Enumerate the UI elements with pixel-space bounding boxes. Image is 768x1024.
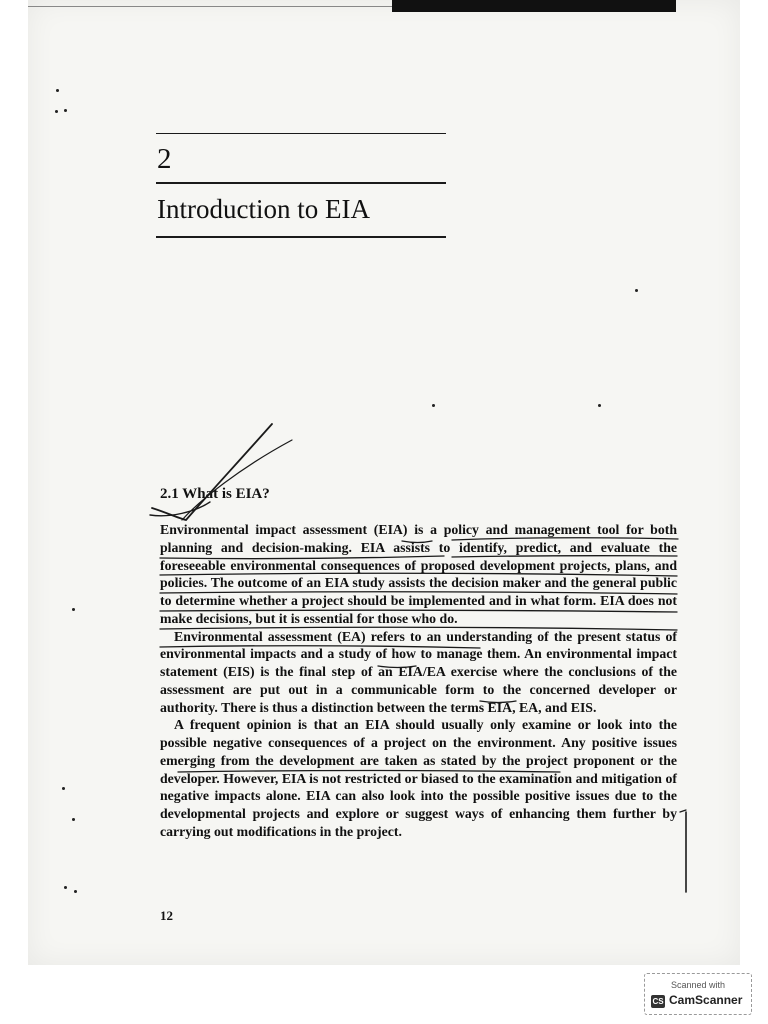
chapter-rule-top	[156, 133, 446, 134]
camscanner-logo-icon: CS	[652, 997, 664, 1006]
body-text	[160, 521, 677, 841]
scan-speck	[635, 289, 638, 292]
scan-speck	[64, 109, 67, 112]
scan-speck	[598, 404, 601, 407]
chapter-title: Introduction to EIA	[157, 194, 370, 224]
scan-speck	[72, 818, 75, 821]
paragraph-3: A frequent opinion is that an EIA should usually only examine or look into the possible negative consequences of a project on the environment. Any positive issues emerging from the development are taken as stated by the project proponent or the developer. However, EIA is not restricted or biased to the examination and mitigation of negative impacts alone. EIA can also look into the possible positive issues due to the developmental projects and explore or suggest ways of enhancing them further by carrying out modifications in the project.	[160, 717, 677, 839]
page-top-dark-strip	[392, 0, 676, 12]
chapter-number: 2	[157, 143, 172, 175]
scan-speck	[62, 787, 65, 790]
page-number: 12	[160, 908, 173, 923]
page-top-edge	[28, 6, 398, 7]
scan-speck	[56, 89, 59, 92]
chapter-rule-bottom	[156, 236, 446, 238]
scan-speck	[72, 608, 75, 611]
watermark-caption: Scanned with	[670, 980, 726, 990]
chapter-rule-middle	[156, 182, 446, 184]
camscanner-watermark	[644, 973, 752, 1015]
scan-speck	[55, 110, 58, 113]
paragraph-2: Environmental assessment (EA) refers to an understanding of the present status of environmental impacts and a study of how to manage them. An environmental impact statement (EIS) is the final step of an EIA/EA exercise where the conclusions of the assessment are put out in a communicable form to the concerned developer or authority. There is thus a distinction between the terms EIA, EA, and EIS.	[160, 628, 677, 715]
watermark-name: CamScanner	[669, 993, 743, 1007]
paragraph-1: Environmental impact assessment (EIA) is a policy and management tool for both planning and decision-making. EIA assists to identify, predict, and evaluate the foreseeable environmental consequences of proposed development projects, plans, and policies. The outcome of an EIA study assists the decision maker and the general public to determine whether a project should be implemented and in what form. EIA does not make decisions, but it is essential for those who do.	[160, 522, 677, 626]
section-heading: 2.1 What is EIA?	[160, 486, 270, 502]
scan-speck	[432, 404, 435, 407]
scan-speck	[64, 886, 67, 889]
scan-speck	[74, 890, 77, 893]
